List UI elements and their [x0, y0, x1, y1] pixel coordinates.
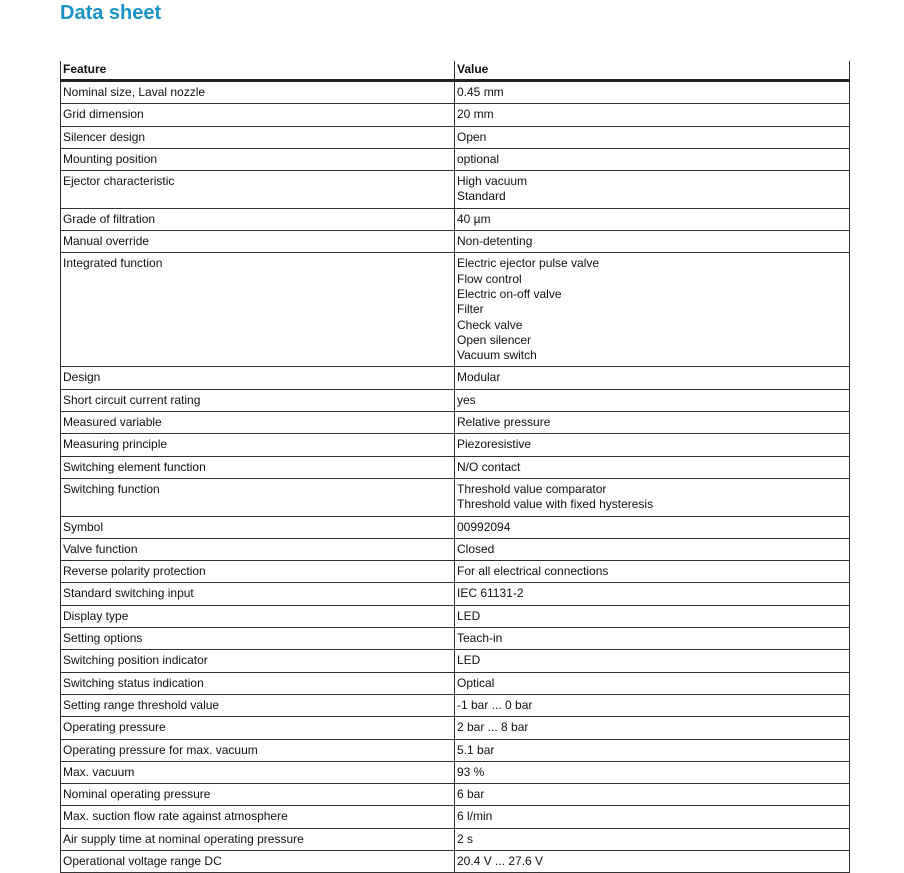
- value-line: 20.4 V ... 27.6 V: [457, 853, 544, 868]
- value-line: 93 %: [457, 764, 485, 779]
- spec-table: [60, 61, 850, 873]
- spec-table-body: [61, 81, 850, 873]
- value-line: Non-detenting: [457, 234, 533, 249]
- table-row: [61, 516, 850, 538]
- value-cell: [455, 650, 850, 672]
- feature-cell: Measured variable: [61, 412, 455, 434]
- table-row: [61, 561, 850, 583]
- page-title: Data sheet: [60, 2, 162, 24]
- value-cell: [455, 104, 850, 126]
- table-row: [61, 434, 850, 456]
- table-row: [61, 806, 850, 828]
- value-line: 00992094: [457, 519, 511, 534]
- value-cell: [455, 231, 850, 253]
- feature-cell: Integrated function: [61, 253, 455, 367]
- value-cell: [455, 717, 850, 739]
- value-line: Relative pressure: [457, 415, 551, 430]
- value-line: For all electrical connections: [457, 564, 609, 579]
- feature-cell: Short circuit current rating: [61, 389, 455, 411]
- value-cell: [455, 761, 850, 783]
- value-cell: [455, 412, 850, 434]
- value-cell: [455, 478, 850, 516]
- value-line: yes: [457, 392, 476, 407]
- value-cell: [455, 628, 850, 650]
- value-line: Flow control: [457, 271, 522, 286]
- value-line: Piezoresistive: [457, 437, 532, 452]
- value-cell: [455, 148, 850, 170]
- feature-cell: Nominal size, Laval nozzle: [61, 81, 455, 104]
- value-cell: [455, 253, 850, 367]
- feature-header: Feature: [61, 61, 455, 81]
- value-cell: [455, 739, 850, 761]
- table-row: [61, 171, 850, 209]
- feature-cell: Max. vacuum: [61, 761, 455, 783]
- value-line: Closed: [457, 541, 495, 556]
- value-line: 5.1 bar: [457, 742, 495, 757]
- value-line: Vacuum switch: [457, 348, 537, 363]
- table-row: [61, 208, 850, 230]
- value-line: 6 bar: [457, 787, 485, 802]
- value-header: Value: [455, 61, 850, 81]
- value-cell: [455, 516, 850, 538]
- value-line: LED: [457, 653, 481, 668]
- value-line: Threshold value comparator: [457, 481, 607, 496]
- table-row: [61, 81, 850, 104]
- table-row: [61, 650, 850, 672]
- value-cell: [455, 561, 850, 583]
- feature-cell: Reverse polarity protection: [61, 561, 455, 583]
- feature-cell: Standard switching input: [61, 583, 455, 605]
- table-row: [61, 828, 850, 850]
- value-line: Open silencer: [457, 332, 532, 347]
- value-cell: [455, 208, 850, 230]
- value-line: Open: [457, 129, 487, 144]
- value-cell: [455, 81, 850, 104]
- feature-cell: Switching status indication: [61, 672, 455, 694]
- table-row: [61, 126, 850, 148]
- value-cell: [455, 434, 850, 456]
- value-cell: [455, 850, 850, 872]
- feature-cell: Operating pressure for max. vacuum: [61, 739, 455, 761]
- value-line: High vacuum: [457, 174, 528, 189]
- value-line: IEC 61131-2: [457, 586, 524, 601]
- value-line: LED: [457, 608, 481, 623]
- value-line: Modular: [457, 370, 501, 385]
- value-cell: [455, 672, 850, 694]
- table-row: [61, 850, 850, 872]
- value-line: Filter: [457, 302, 484, 317]
- feature-cell: Mounting position: [61, 148, 455, 170]
- feature-cell: Design: [61, 367, 455, 389]
- value-line: Teach-in: [457, 631, 503, 646]
- feature-cell: Silencer design: [61, 126, 455, 148]
- value-cell: [455, 828, 850, 850]
- table-row: [61, 478, 850, 516]
- feature-cell: Switching function: [61, 478, 455, 516]
- table-row: [61, 104, 850, 126]
- feature-cell: Max. suction flow rate against atmosphere: [61, 806, 455, 828]
- value-line: Optical: [457, 675, 495, 690]
- value-cell: [455, 694, 850, 716]
- feature-cell: Nominal operating pressure: [61, 784, 455, 806]
- feature-cell: Display type: [61, 605, 455, 627]
- table-row: [61, 672, 850, 694]
- value-line: N/O contact: [457, 459, 521, 474]
- value-line: 0.45 mm: [457, 85, 504, 99]
- feature-cell: Operational voltage range DC: [61, 850, 455, 872]
- feature-cell: Setting options: [61, 628, 455, 650]
- table-row: [61, 739, 850, 761]
- table-row: [61, 253, 850, 367]
- table-row: [61, 761, 850, 783]
- feature-cell: Switching position indicator: [61, 650, 455, 672]
- table-row: [61, 412, 850, 434]
- table-row: [61, 148, 850, 170]
- value-cell: [455, 171, 850, 209]
- table-row: [61, 628, 850, 650]
- feature-cell: Symbol: [61, 516, 455, 538]
- table-row: [61, 583, 850, 605]
- feature-cell: Setting range threshold value: [61, 694, 455, 716]
- value-cell: [455, 605, 850, 627]
- value-cell: [455, 806, 850, 828]
- feature-cell: Ejector characteristic: [61, 171, 455, 209]
- value-line: 20 mm: [457, 107, 494, 122]
- value-cell: [455, 126, 850, 148]
- value-line: 2 s: [457, 831, 474, 846]
- table-row: [61, 694, 850, 716]
- value-line: Check valve: [457, 317, 523, 332]
- table-row: [61, 717, 850, 739]
- value-line: Threshold value with fixed hysteresis: [457, 497, 654, 512]
- table-row: [61, 456, 850, 478]
- value-line: Electric ejector pulse valve: [457, 256, 600, 271]
- value-cell: [455, 389, 850, 411]
- value-line: Standard: [457, 189, 506, 204]
- table-row: [61, 538, 850, 560]
- value-line: 6 l/min: [457, 809, 493, 824]
- feature-cell: Switching element function: [61, 456, 455, 478]
- value-line: Electric on-off valve: [457, 286, 562, 301]
- table-row: [61, 605, 850, 627]
- feature-cell: Measuring principle: [61, 434, 455, 456]
- table-header-row: [61, 61, 850, 81]
- table-row: [61, 784, 850, 806]
- value-line: 2 bar ... 8 bar: [457, 720, 529, 735]
- value-cell: [455, 583, 850, 605]
- feature-cell: Grade of filtration: [61, 208, 455, 230]
- table-row: [61, 389, 850, 411]
- data-sheet: [60, 61, 849, 873]
- table-row: [61, 231, 850, 253]
- feature-cell: Manual override: [61, 231, 455, 253]
- feature-cell: Grid dimension: [61, 104, 455, 126]
- value-line: -1 bar ... 0 bar: [457, 697, 533, 712]
- value-cell: [455, 456, 850, 478]
- feature-cell: Valve function: [61, 538, 455, 560]
- value-cell: [455, 367, 850, 389]
- value-line: 40 µm: [457, 211, 491, 226]
- feature-cell: Operating pressure: [61, 717, 455, 739]
- feature-cell: Air supply time at nominal operating pressure: [61, 828, 455, 850]
- value-cell: [455, 784, 850, 806]
- value-cell: [455, 538, 850, 560]
- value-line: optional: [457, 151, 500, 166]
- table-row: [61, 367, 850, 389]
